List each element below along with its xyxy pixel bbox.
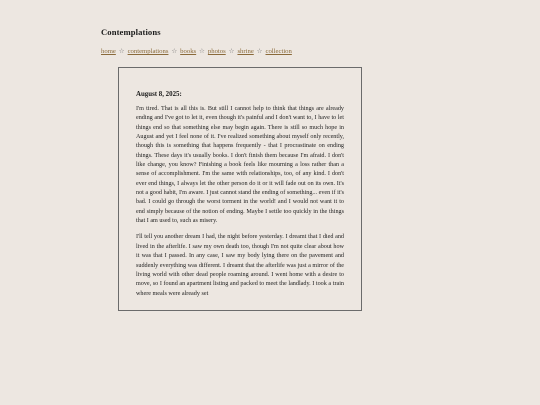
journal-entry-box[interactable] [118,67,362,311]
entry-date: August 8, 2025: [136,91,182,98]
nav-link-photos[interactable]: photos [207,48,226,55]
nav-link-home[interactable]: home [101,48,116,55]
nav-link-shrine[interactable]: shrine [237,48,254,55]
nav-separator-star: ☆ [199,48,206,55]
nav-link-contemplations[interactable]: contemplations [127,48,169,55]
nav-link-collection[interactable]: collection [265,48,292,55]
nav-bar [101,47,292,55]
nav-separator-star: ☆ [118,48,125,55]
entry-paragraph: I'm tired. That is all this is. But still I cannot help to think that things are already ending and I've got to let it, even though it's painful and I don't want to, I have to let things end so that something else may begin again. There is still so much hope in August and yet I feel none of it. I've realized something about myself only recently, though this is something that happens frequently - that I procrastinate on ending things. These days it's usually books. I don't finish them because I'm afraid. I don't like change, you know? Finishing a book feels like mourning a loss rather than a sense of accomplishment. I'm the same with relationships, too, of any kind. I don't ever end things, I always let the other person do it or it will fade out on its own. It's not a good habit, I'm aware. I just cannot stand the ending of something... even if it's bad. I could go through the worst torment in the world! and I would not want it to end simply because of the notion of ending. Maybe I settle too quickly in the things that I am used to, such as misery. [136,106,344,225]
nav-separator-star: ☆ [256,48,263,55]
nav-separator-star: ☆ [228,48,235,55]
site-title: Contemplations [101,27,161,37]
nav-separator-star: ☆ [171,48,178,55]
nav-link-books[interactable]: books [180,48,197,55]
entry-paragraph: I'll tell you another dream I had, the night before yesterday. I dreamt that I died and lived in the afterlife. I saw my own death too, though I'm not quite clear about how it was that I passed. In any case, I saw my body lying there on the pavement and suddenly everything was different. I dreamt that the afterlife was just a mirror of the living world with other dead people roaming around. I went home with a desire to move, so I found an apartment listing and packed to meet the landlady. I took a train where meals were already set [136,234,344,297]
journal-entry-content [119,68,361,299]
